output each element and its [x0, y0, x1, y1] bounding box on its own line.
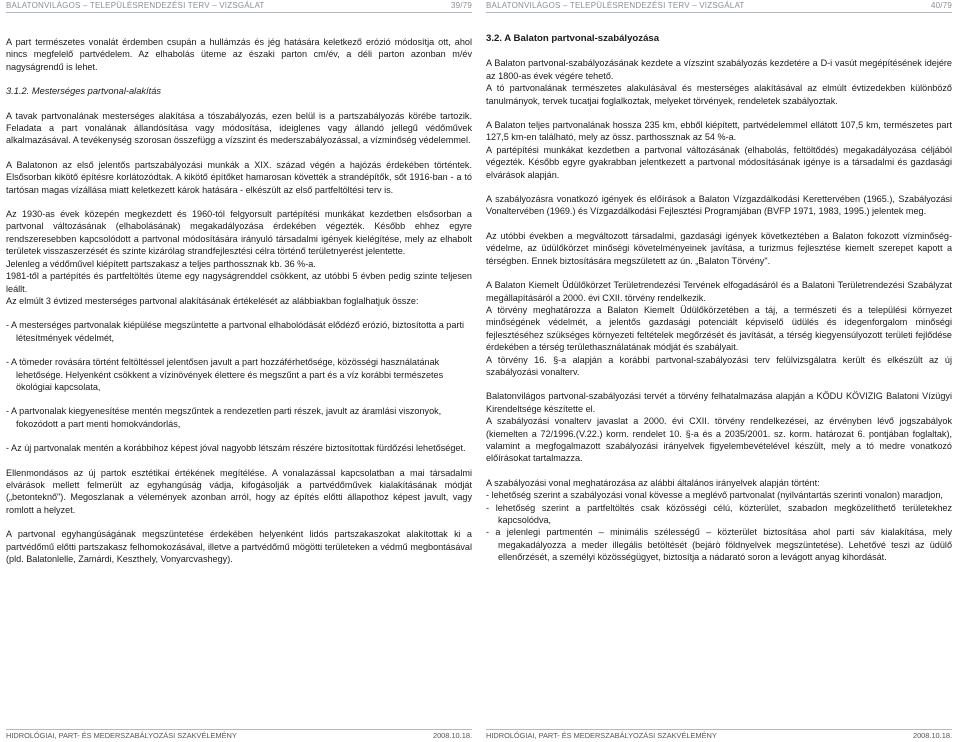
paragraph: A szabályozási vonalterv javaslat a 2000. évi CXII. törvény rendelkezései, az érvényben lévő jogszabályok (kiemelten a 72/1996.(V.22.) korm. rendelet 10. §-a és a 2035/2001. sz. korm. határozat 6. pontjában foglaltak), valamint a megfogalmazott szabályozási irányelvek figyelembevételével készült, mely a tó medre vonatkozó előírásokat tartalmazza.: [486, 416, 952, 464]
section-heading: 3.2. A Balaton partvonal-szabályozása: [486, 33, 660, 44]
paragraph: A tó partvonalának természetes alakulásával és mesterséges alakításával az elmúlt évtizedekben különböző tanulmányok, tervek tucatjai foglalkoztak, melyeket törvények, rendeletek szabályoztak.: [486, 83, 952, 106]
page-40: [480, 0, 960, 742]
paragraph: 1981-től a partépítés és partfeltöltés üteme egy nagyságrenddel csökkent, az utóbbi 5 évben pedig szinte teljesen leállt.: [6, 271, 472, 294]
header-divider: [486, 12, 952, 13]
page-footer: [486, 731, 952, 741]
paragraph: Az 1930-as évek közepén megkezdett és 1960-tól felgyorsult partépítési munkákat kezdetben elsősorban a partvonal változásának (elhabolásának) megakadályozása érdekében végezték. Később ehhez egyre rendszeresebben kapcsolódott a partvonal módosítására irányuló társadalmi igények kielégítése, mely az elhabolt területek visszaszerzését és szinte kizárólag strandfejlesztési célra történő területnyerést jelentette.: [6, 209, 472, 257]
footer-divider: [486, 729, 952, 730]
paragraph: A Balaton teljes partvonalának hossza 235 km, ebből kiépített, partvédelemmel ellátott 107,5 km, természetes part 127,5 km-en található, mely az össz. parthossznak az 54 %-a.: [486, 120, 952, 143]
list-item: - a jelenlegi partmentén – minimális szélességű – közterület biztosítása ahol parti sáv kialakítása, mely megakadályozza a meder illegális betöltését (bejárò földnyelvek megszüntetése). Lehetővé teszi az üdülő ellenőrzését, a személyi közösségügyet, biztosítja a nádarató soron a levágott anyag kihordását.: [486, 527, 952, 563]
page-body: [6, 36, 472, 577]
footer-title: HIDROLÓGIAI, PART- ÉS MEDERSZABÁLYOZÁSI SZAKVÉLEMÉNY: [6, 731, 237, 740]
footer-title: HIDROLÓGIAI, PART- ÉS MEDERSZABÁLYOZÁSI SZAKVÉLEMÉNY: [486, 731, 717, 740]
paragraph: A tavak partvonalának mesterséges alakítása a tószabályozás, ezen belül is a partszabályozás körébe tartozik. Feladata a part vonalának állandósítása vagy módosítása, ideiglenes vagy állandó jellegű védőművek alkalmazásával. A tevékenység szorosan összefügg a vízszint és mederszabályozással, a vízminőség védelemmel.: [6, 110, 472, 146]
paragraph: Jelenleg a védőművel kiépített partszakasz a teljes parthossznak kb. 36 %-a.: [6, 258, 316, 269]
paragraph: A partépítési munkákat kezdetben a partvonal változásának (elhabolás, feltöltődés) megakadályozása céljából végezték. Később egyre gyakrabban jelentkezett a partvonal módosításának igénye is a társadalmi és gazdasági elvárások alapján.: [486, 144, 952, 180]
list-item: - A mesterséges partvonalak kiépülése megszüntette a partvonal elhabolódását elődéző erózió, biztosította a parti létesítmények védelmét,: [6, 320, 464, 343]
paragraph: A partvonal egyhangúságának megszüntetése érdekében helyenként lidós partszakaszokat alakítottak ki a partvédőmű előtti partszakasz felhomokozásával, illetve a partvédőmű mögötti területeken a védmű megbontásával (pld. Balatonlelle, Zamárdi, Keszthely, Vonyarcvashegy).: [6, 529, 472, 564]
footer-date: 2008.10.18.: [912, 731, 952, 740]
header-divider: [6, 12, 472, 13]
footer-date: 2008.10.18.: [432, 731, 472, 740]
list-item: - A partvonalak kiegyenesítése mentén megszűntek a rendezetlen parti részek, javult az áramlási viszonyok, fokozódott a part menti homokvándorlás,: [6, 406, 442, 429]
list-item: - Az új partvonalak mentén a korábbihoz képest jóval nagyobb létszám részére biztosítottak fürdőzési lehetőséget.: [6, 443, 466, 454]
list-item: - A tömeder rovására történt feltöltéssel jelentősen javult a part hozzáférhetősége, közösségi használatának lehetősége. Helyenként csökkent a vízinövények élettere és megszűnt a part és a víz korábbi természetes ökológiai kapcsolata,: [6, 357, 444, 392]
paragraph: Ellenmondásos az új partok esztétikai értékének megítélése. A vonalazással kapcsolatban a mai társadalmi elvárások mellett felmerült az egyhangúság vádja, kifogásolják a partvédőművek kialakításának módját („betonteknő"). Megoszlanak a vélemények azonban arról, hogy az építés előtti állapothoz képest javult, vagy romlott a helyzet.: [6, 467, 472, 515]
paragraph: Az elmúlt 3 évtized mesterséges partvonal alakításának értékelését az alábbiakban foglalhatjuk össze:: [6, 295, 419, 306]
paragraph: A szabályozásra vonatkozó igények és előírások a Balaton Vízgazdálkodási Kerettervében (1965.), Szabályozási Vonaltervében (1969.) és Vízgazdálkodási Fejlesztési Programjában (BVFP 1971, 1983, 1995.) jelentek meg.: [486, 194, 952, 217]
list-item: - lehetőség szerint a partfeltöltés csak közösségi célú, közterület, szabadon megközelíthető területekhez kapcsolódva,: [486, 502, 952, 525]
paragraph: A törvény 16. §-a alapján a korábbi partvonal-szabályozási terv felülvizsgálatra került és elkészült az új szabályozási vonalterv.: [486, 354, 952, 377]
page-number: 39/79: [450, 1, 472, 10]
paragraph: A Balaton partvonal-szabályozásának kezdete a vízszint szabályozás kezdetére a D-i vasút megépítésének idejére az 1800-as évek végére tehető.: [486, 58, 952, 81]
paragraph: A Balatonon az első jelentős partszabályozási munkák a XIX. század végén a hajózás érdekében történtek. Elsősorban kikötő építésre korlátozódtak. A kikötő építőket hamarosan követték a strandépítők, sőt 1916-ban - a tó tartósan magas vízállása miatt keletkezett károk hatására - elkészült az első partfeltöltési terv is.: [6, 159, 472, 195]
paragraph: Balatonvilágos partvonal-szabályozási tervét a törvény felhatalmazása alapján a KÖDU KÖVIZIG Balatoni Vízügyi Kirendeltsége készítette el.: [486, 391, 952, 414]
list-item: - lehetőség szerint a szabályozási vonal kövesse a meglévő partvonalat (nyilvántartás szerinti vonalon) maradjon,: [486, 490, 943, 501]
paragraph: A part természetes vonalát érdemben csupán a hullámzás és jég hatására keletkező erózió módosítja ott, ahol nincs megfelelő partvédelem. Az elhabolás üteme az északi parton cm/év, a déli parton azonban m/év nagyságrendű is lehet.: [6, 37, 472, 72]
section-heading: 3.1.2. Mesterséges partvonal-alakítás: [6, 86, 162, 97]
page-body: [486, 33, 952, 564]
footer-divider: [6, 729, 472, 730]
page-footer: [6, 731, 472, 741]
paragraph: A törvény meghatározza a Balaton Kiemelt Üdülőkörzetében a táj, a természeti és a települési környezet minőségének védelmét, a jelentős gazdasági potenciált képviselő üdülés és idegenforgalom minőségi fejlesztéséhez szükséges környezeti feltételek megőrzését és javítását, a térség kiegyensúlyozott területi fejlődése érdekében a térség területhasználatának módját és szabályait.: [486, 304, 952, 353]
header-title: BALATONVILÁGOS – TELEPÜLÉSRENDEZÉSI TERV – VIZSGÁLAT: [6, 1, 265, 10]
header-title: BALATONVILÁGOS – TELEPÜLÉSRENDEZÉSI TERV – VIZSGÁLAT: [486, 1, 745, 10]
paragraph: A szabályozási vonal meghatározása az alábbi általános irányelvek alapján történt:: [486, 477, 820, 488]
page-number: 40/79: [930, 1, 952, 10]
paragraph: A Balaton Kiemelt Üdülőkörzet Területrendezési Tervének elfogadásáról és a Balatoni Területrendezési Szabályzat megállapításáról a 2000. évi CXII. törvény rendelkezik.: [486, 280, 952, 303]
paragraph: Az utóbbi években a megváltozott társadalmi, gazdasági igények következtében a Balaton fokozott vízminőség-védelme, az üdülőkörzet minőségi követelményeinek javítása, a turizmus fejlesztése kiemelt szerepet kapott a térségben. Ennek biztosítására megszületett az ún. „Balaton Törvény".: [486, 230, 952, 266]
